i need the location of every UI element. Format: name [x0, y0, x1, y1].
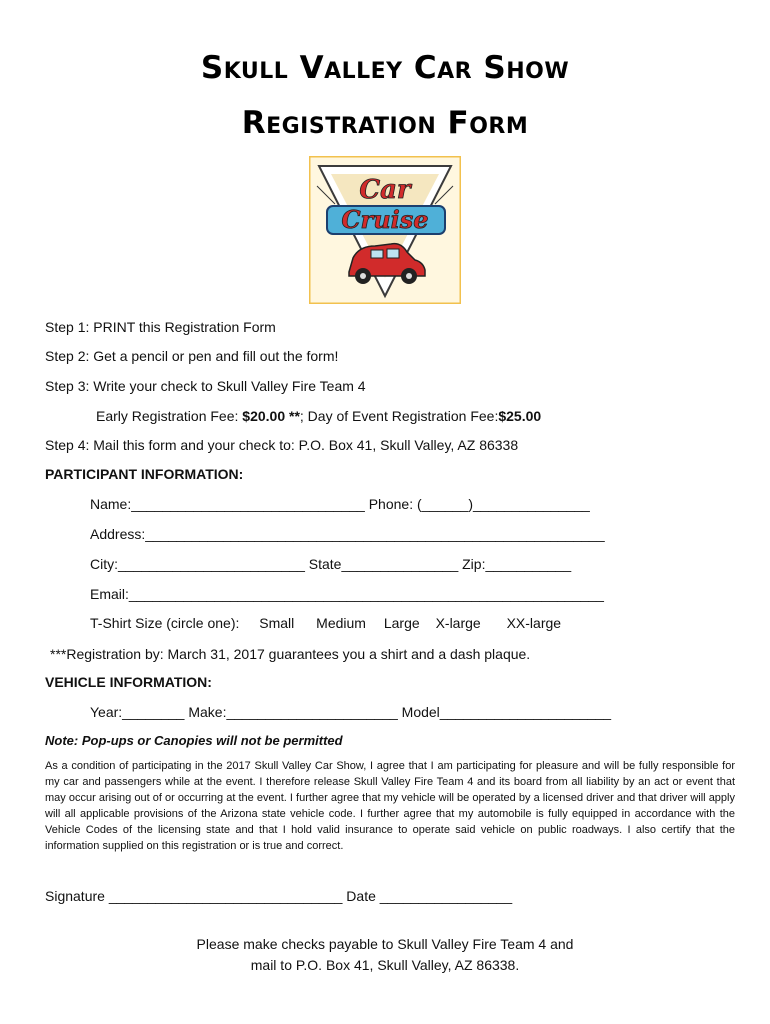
- classic-car-icon: [309, 156, 461, 304]
- car-cruise-logo: [309, 156, 461, 304]
- day-fee-value: $25.00: [498, 408, 542, 424]
- early-fee-label: Early Registration Fee:: [96, 408, 243, 424]
- day-fee-label: ; Day of Event Registration Fee:: [299, 408, 499, 424]
- tshirt-size-row: [90, 615, 561, 631]
- registration-deadline-note: ***Registration by: March 31, 2017 guarantees you a shirt and a dash plaque.: [50, 646, 531, 662]
- step-1: Step 1: PRINT this Registration Form: [45, 319, 276, 335]
- year-make-model-field[interactable]: Year:________ Make:______________________ Model______________________: [90, 704, 612, 720]
- page-subtitle: Registration Form: [241, 105, 529, 141]
- size-option-small[interactable]: Small: [259, 615, 295, 631]
- footer-line-2: mail to P.O. Box 41, Skull Valley, AZ 86338.: [250, 957, 520, 973]
- logo-text-car: Car: [359, 175, 411, 205]
- participant-heading: PARTICIPANT INFORMATION:: [45, 466, 244, 482]
- page-title: Skull Valley Car Show: [200, 50, 570, 86]
- email-field[interactable]: Email:_____________________________________________________________: [90, 586, 604, 602]
- liability-waiver-text: As a condition of participating in the 2017 Skull Valley Car Show, I agree that I am participating for pleasure and will be fully responsible for my car and passengers while at the event. I therefore release Skull Valley Fire Team 4 and its board from all liability by an act or event that may occur arising out of or occurring at the event. I further agree that my vehicle will be operated by a licensed driver and that driver will apply will all applicable provisions of the Arizona state vehicle code. I further agree that my automobile is fully equipped in accordance with the Vehicle Codes of the licensing state and that I hold valid insurance to operate said vehicle on public roadways. I also certify that the information supplied on this registration or is true and correct.: [45, 760, 735, 852]
- step-3: Step 3: Write your check to Skull Valley Fire Team 4: [45, 378, 366, 394]
- footer-line-1: Please make checks payable to Skull Valley Fire Team 4 and: [196, 936, 574, 952]
- size-option-medium[interactable]: Medium: [316, 615, 366, 631]
- size-option-xx-large[interactable]: XX-large: [506, 615, 562, 631]
- name-phone-field[interactable]: Name:______________________________ Phone: (______)_______________: [90, 496, 590, 512]
- vehicle-heading: VEHICLE INFORMATION:: [45, 674, 212, 690]
- size-option-x-large[interactable]: X-large: [435, 615, 481, 631]
- tshirt-size-label: T-Shirt Size (circle one):: [90, 615, 240, 631]
- step-2: Step 2: Get a pencil or pen and fill out the form!: [45, 348, 339, 364]
- step-4: Step 4: Mail this form and your check to: P.O. Box 41, Skull Valley, AZ 86338: [45, 437, 519, 453]
- address-field[interactable]: Address:___________________________________________________________: [90, 526, 605, 542]
- city-state-zip-field[interactable]: City:________________________ State_______________ Zip:___________: [90, 556, 572, 572]
- fee-line: [96, 408, 541, 424]
- early-fee-value: $20.00 **: [242, 408, 300, 424]
- canopy-note: Note: Pop-ups or Canopies will not be permitted: [45, 733, 343, 748]
- size-option-large[interactable]: Large: [383, 615, 420, 631]
- signature-date-line[interactable]: Signature ______________________________ Date _________________: [45, 888, 513, 904]
- logo-text-cruise: Cruise: [341, 205, 429, 234]
